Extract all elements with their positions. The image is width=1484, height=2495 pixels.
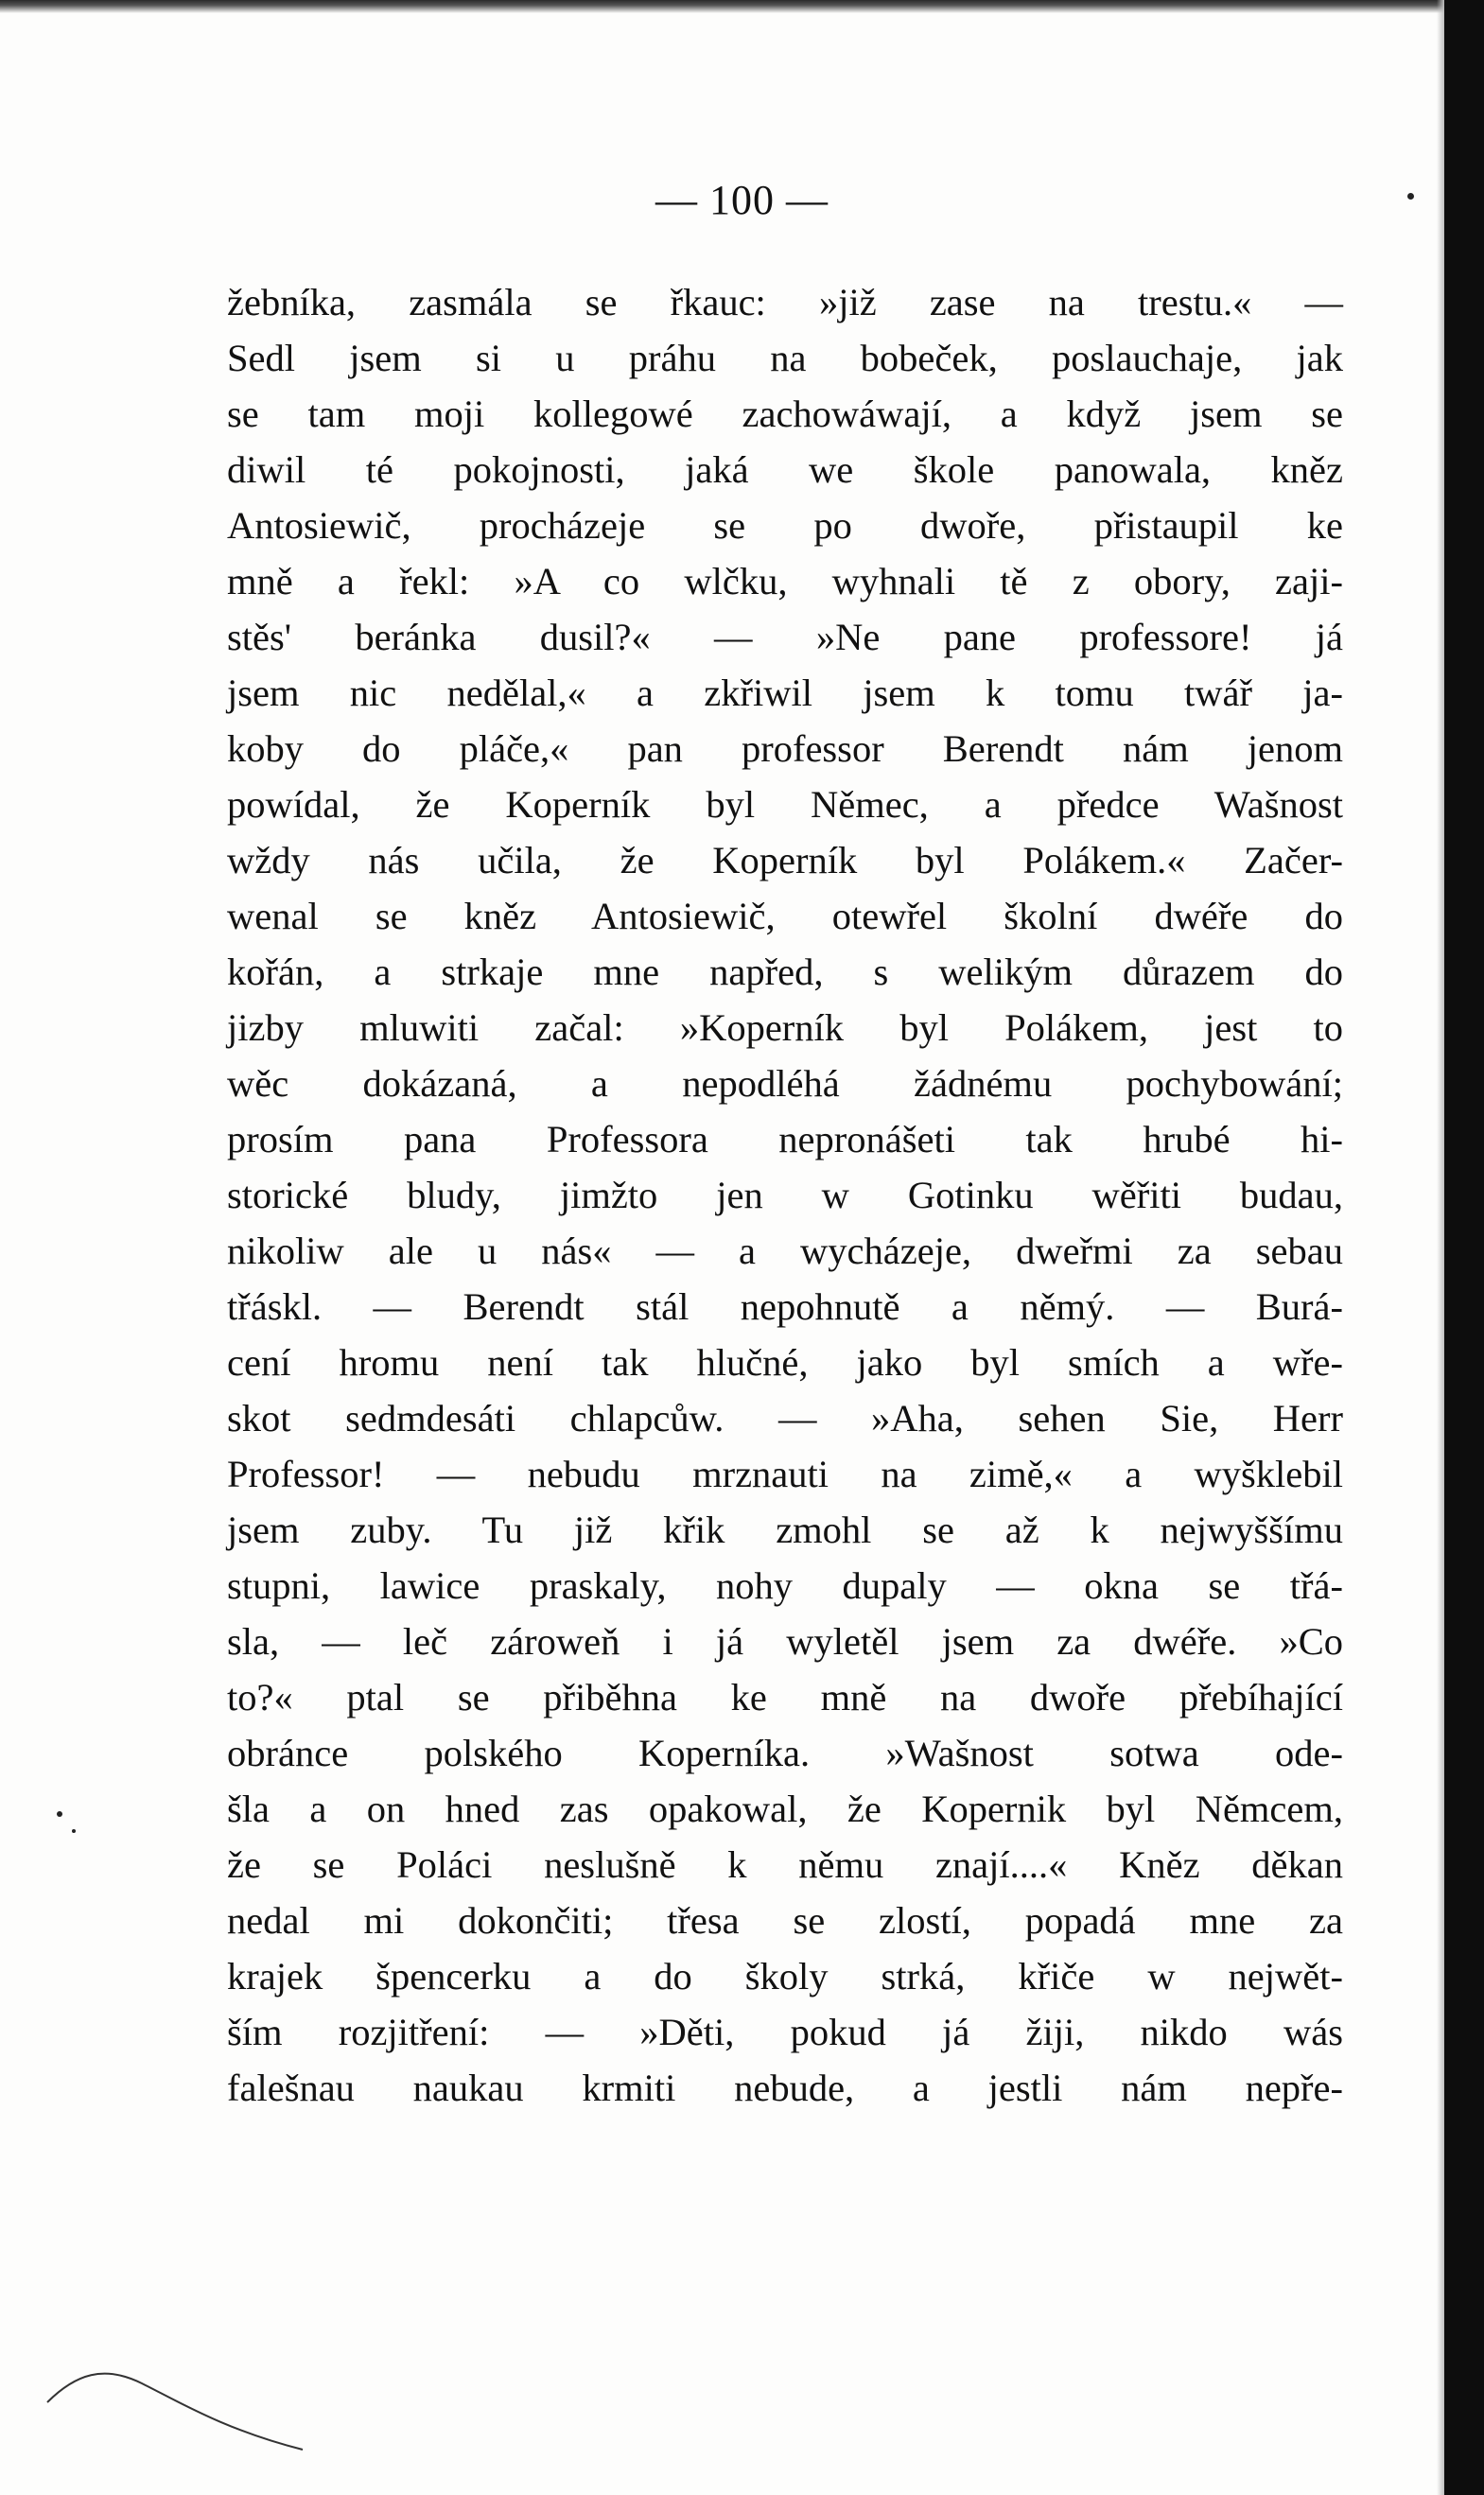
text-line: obránce polského Koperníka. »Wašnost sotwa ode- <box>227 1732 1343 1774</box>
text-line: koby do pláče,« pan professor Berendt nám jenom <box>227 727 1343 770</box>
text-line: nikoliw ale u nás« — a wycházeje, dweřmi za sebau <box>227 1230 1343 1272</box>
text-line: cení hromu není tak hlučné, jako byl smích a wře- <box>227 1341 1343 1384</box>
scan-speck <box>57 1811 62 1817</box>
text-line: jsem zuby. Tu již křik zmohl se až k nejwyššímu <box>227 1509 1343 1551</box>
text-line: kořán, a strkaje mne napřed, s welikým důrazem do <box>227 951 1343 993</box>
text-line: jsem nic nedělal,« a zkřiwil jsem k tomu twář ja- <box>227 672 1343 714</box>
scan-right-shadow <box>1437 0 1444 2495</box>
text-line: sla, — leč zároweň i já wyletěl jsem za dwéře. »Co <box>227 1620 1343 1663</box>
text-line: storické bludy, jimžto jen w Gotinku wěřiti budau, <box>227 1174 1343 1216</box>
text-line: stěs' beránka dusil?« — »Ne pane professore! já <box>227 616 1343 658</box>
text-line: že se Poláci neslušně k němu znají....« Kněz děkan <box>227 1843 1343 1886</box>
text-line: třáskl. — Berendt stál nepohnutě a němý. — Burá- <box>227 1285 1343 1328</box>
text-line: wenal se kněz Antosiewič, otewřel školní dwéře do <box>227 895 1343 937</box>
text-line: wěc dokázaná, a nepodléhá žádnému pochybowání; <box>227 1062 1343 1105</box>
text-line: mně a řekl: »A co wlčku, wyhnali tě z obory, zaji- <box>227 560 1343 602</box>
body-text <box>227 274 1343 2116</box>
page-number: — 100 — <box>655 177 829 223</box>
scan-speck <box>72 1829 76 1833</box>
text-line: stupni, lawice praskaly, nohy dupaly — okna se třá- <box>227 1564 1343 1607</box>
text-line: prosím pana Professora nepronášeti tak hrubé hi- <box>227 1118 1343 1160</box>
text-line: Sedl jsem si u práhu na bobeček, poslauchaje, jak <box>227 337 1343 379</box>
text-line: krajek špencerku a do školy strká, křiče w nejwět- <box>227 1955 1343 1998</box>
text-line: to?« ptal se přiběhna ke mně na dwoře přebíhající <box>227 1676 1343 1719</box>
scan-speck <box>1407 193 1414 200</box>
text-line: šla a on hned zas opakowal, že Kopernik byl Němcem, <box>227 1788 1343 1830</box>
text-line: diwil té pokojnosti, jaká we škole panowala, kněz <box>227 448 1343 491</box>
text-line: jizby mluwiti začal: »Koperník byl Polákem, jest to <box>227 1006 1343 1049</box>
text-line: skot sedmdesáti chlapcůw. — »Aha, sehen Sie, Herr <box>227 1397 1343 1439</box>
scan-scratch-mark <box>38 2346 322 2459</box>
text-line: ším rozjitření: — »Děti, pokud já žiji, nikdo wás <box>227 2011 1343 2053</box>
text-line: wždy nás učila, že Koperník byl Polákem.« Začer- <box>227 839 1343 881</box>
text-line: žebníka, zasmála se řkauc: »již zase na trestu.« — <box>227 281 1343 323</box>
text-line: se tam moji kollegowé zachowáwají, a když jsem se <box>227 393 1343 435</box>
scan-right-edge <box>1444 0 1484 2495</box>
text-line: falešnau naukau krmiti nebude, a jestli nám nepře- <box>227 2067 1343 2109</box>
scan-top-edge <box>0 0 1447 13</box>
text-line: nedal mi dokončiti; třesa se zlostí, popadá mne za <box>227 1899 1343 1942</box>
text-line: powídal, že Koperník byl Němec, a předce Wašnost <box>227 783 1343 826</box>
text-line: Professor! — nebudu mrznauti na zimě,« a wyšklebil <box>227 1453 1343 1495</box>
text-line: Antosiewič, procházeje se po dwoře, přistaupil ke <box>227 504 1343 547</box>
